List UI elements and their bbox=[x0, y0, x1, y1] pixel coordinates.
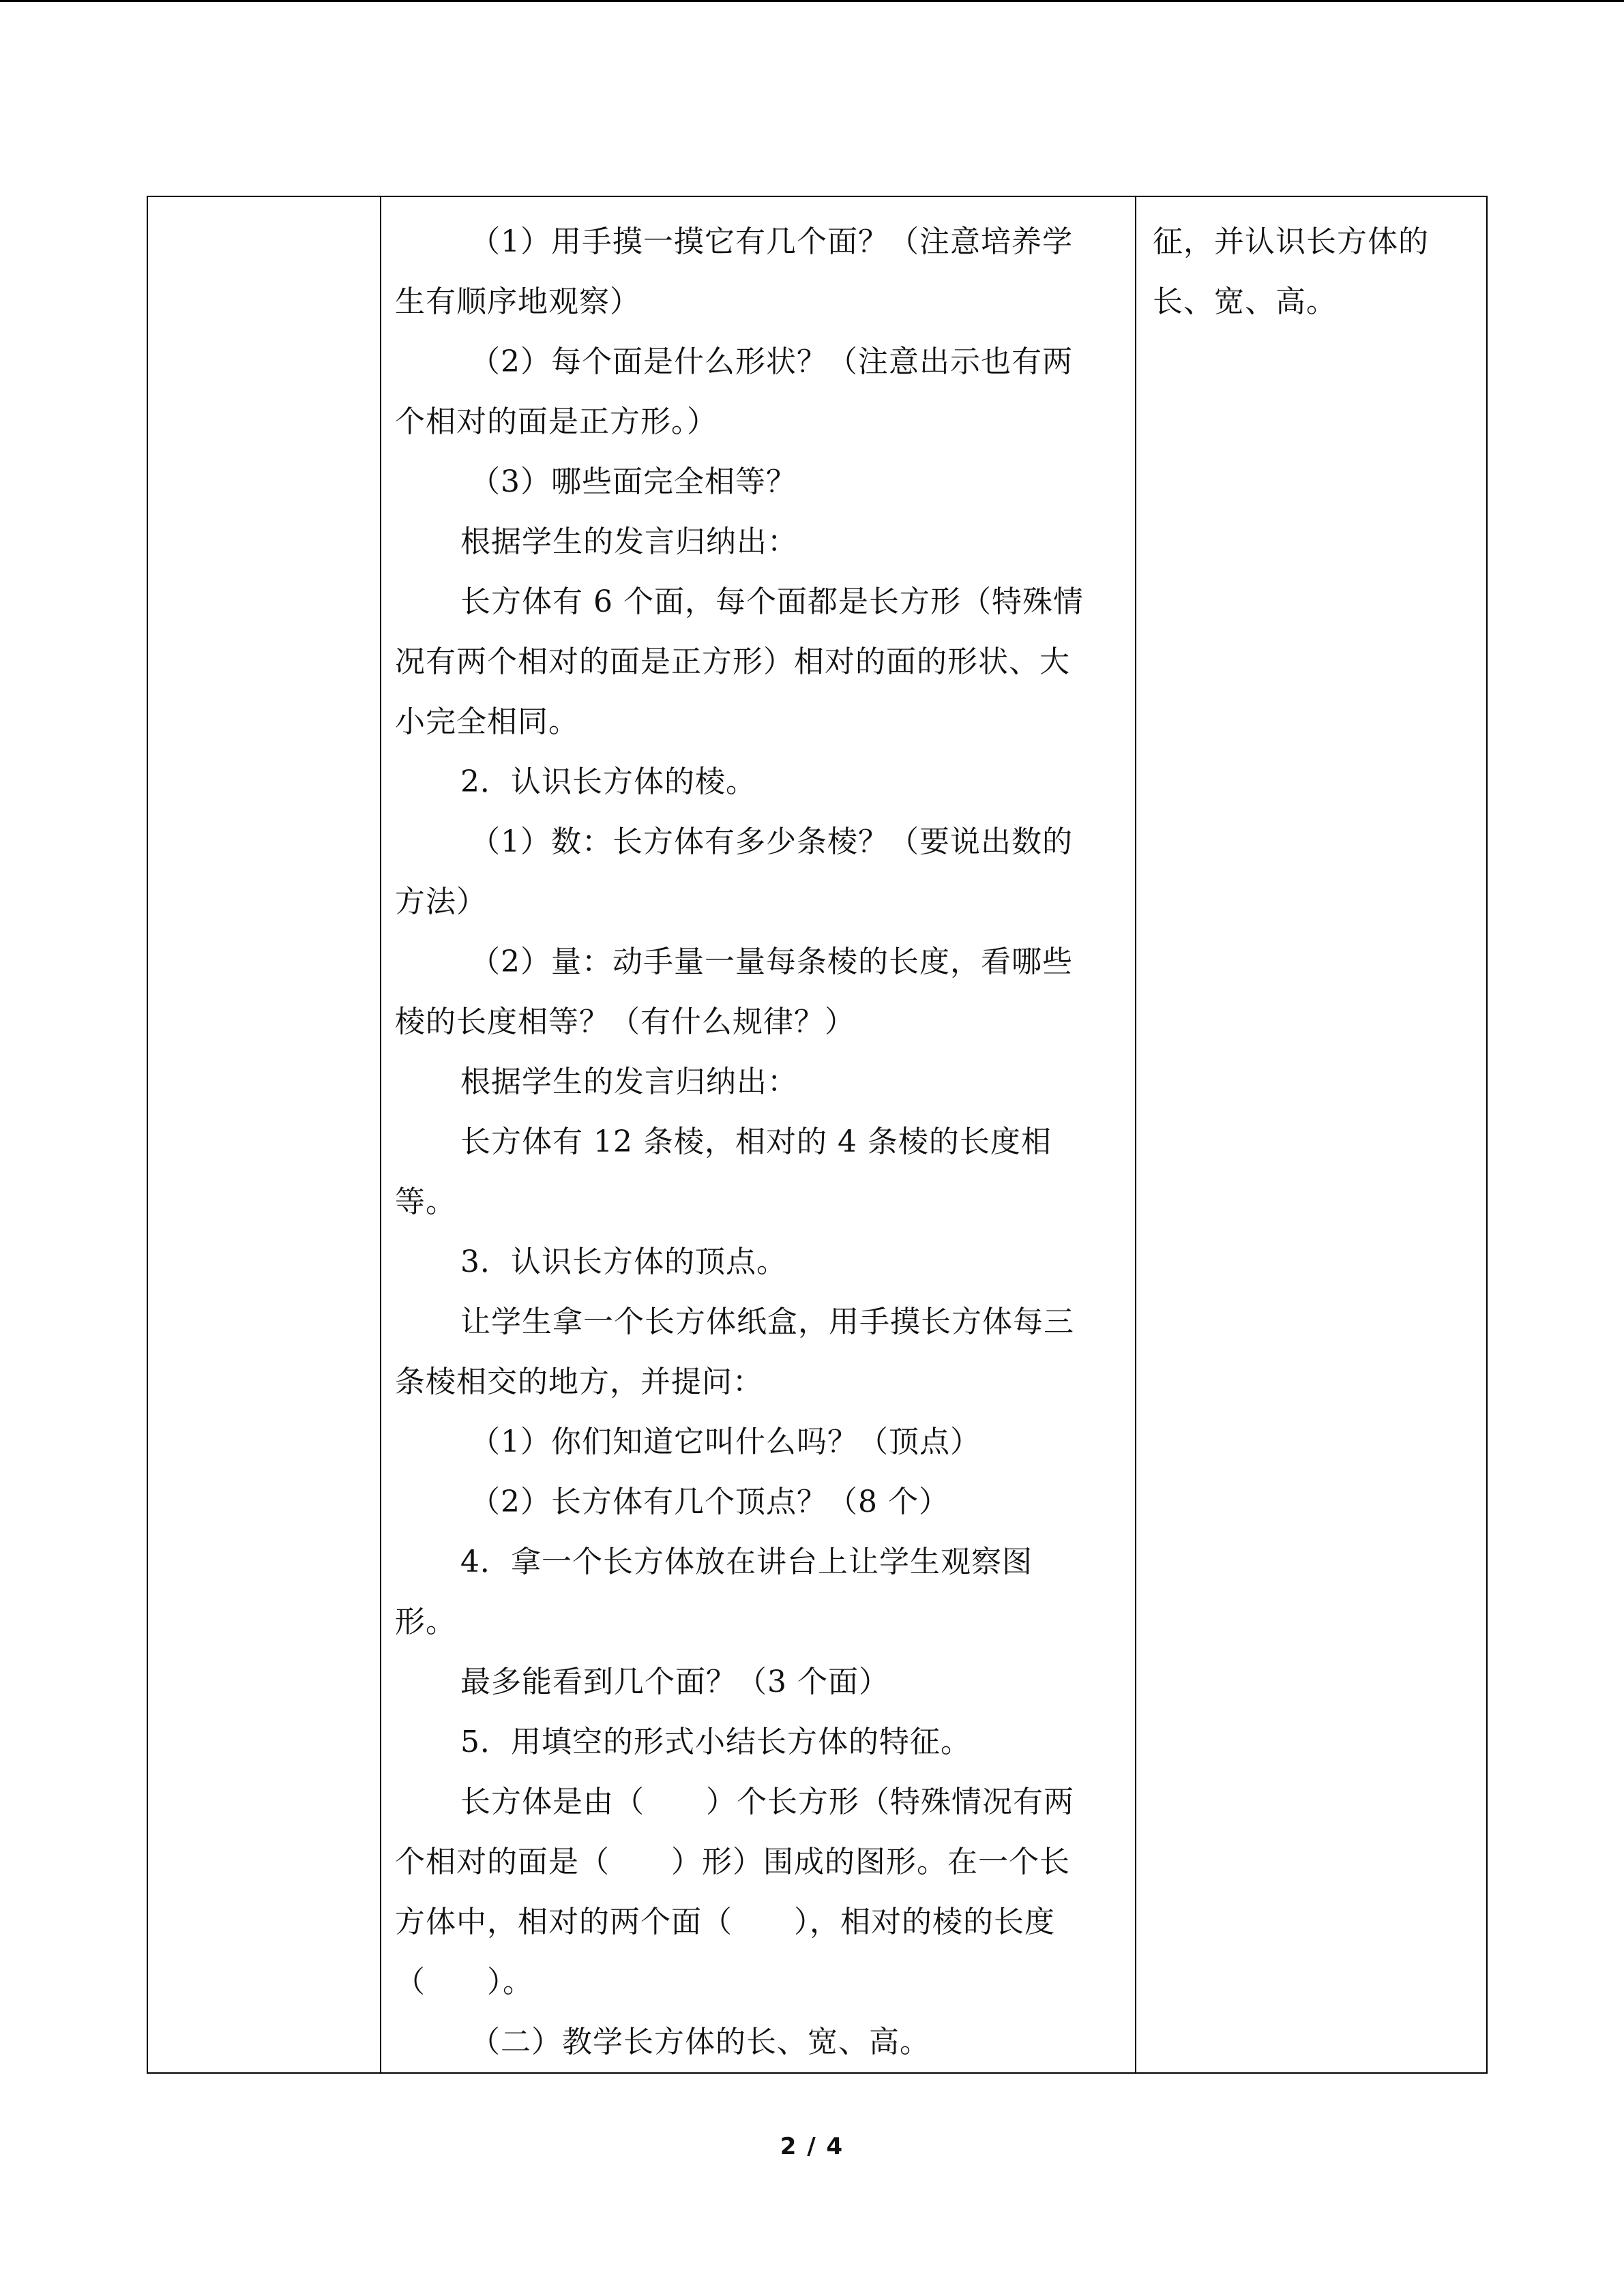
teaching-process-cell bbox=[381, 196, 1136, 2073]
text-line: 个相对的面是正方形。） bbox=[395, 404, 718, 439]
lesson-plan-table bbox=[147, 196, 1488, 2074]
left-column-cell bbox=[147, 196, 381, 2073]
text-line: 方法） bbox=[395, 884, 487, 919]
text-line: 等。 bbox=[395, 1184, 456, 1219]
text-line: 2．认识长方体的棱。 bbox=[460, 764, 756, 799]
text-line: 4．拿一个长方体放在讲台上让学生观察图 bbox=[460, 1545, 1033, 1579]
text-line: 方体中，相对的两个面（ ），相对的棱的长度 bbox=[395, 1905, 1055, 1939]
text-line: （1）用手摸一摸它有几个面？（注意培养学 bbox=[470, 224, 1073, 259]
text-line: （2）量：动手量一量每条棱的长度，看哪些 bbox=[470, 944, 1073, 979]
table-row bbox=[147, 196, 1487, 2073]
text-line: 长、宽、高。 bbox=[1153, 284, 1337, 319]
design-intent-cell bbox=[1136, 196, 1487, 2073]
teaching-process-text bbox=[381, 197, 1135, 2072]
text-line: 小完全相同。 bbox=[395, 704, 579, 739]
text-line: 最多能看到几个面？（3 个面） bbox=[460, 1665, 889, 1699]
text-line: （1）你们知道它叫什么吗？（顶点） bbox=[470, 1425, 981, 1459]
text-line: 5．用填空的形式小结长方体的特征。 bbox=[460, 1725, 971, 1759]
text-line: （2）每个面是什么形状？（注意出示也有两 bbox=[470, 344, 1073, 379]
text-line: 长方体是由（ ）个长方形（特殊情况有两 bbox=[460, 1785, 1074, 1819]
design-intent-text bbox=[1136, 197, 1486, 332]
text-line: 根据学生的发言归纳出： bbox=[460, 524, 798, 559]
text-line: 3．认识长方体的顶点。 bbox=[460, 1244, 787, 1279]
text-line: （2）长方体有几个顶点？（8 个） bbox=[470, 1485, 949, 1519]
top-border-line bbox=[0, 0, 1624, 2]
text-line: （1）数：长方体有多少条棱？（要说出数的 bbox=[470, 824, 1073, 859]
text-line: 让学生拿一个长方体纸盒，用手摸长方体每三 bbox=[460, 1304, 1074, 1339]
text-line: 个相对的面是（ ）形）围成的图形。在一个长 bbox=[395, 1845, 1070, 1879]
text-line: （二）教学长方体的长、宽、高。 bbox=[470, 2025, 930, 2059]
text-line: 长方体有 6 个面，每个面都是长方形（特殊情 bbox=[460, 584, 1084, 619]
text-line: 条棱相交的地方，并提问： bbox=[395, 1365, 763, 1399]
text-line: （3）哪些面完全相等？ bbox=[470, 464, 797, 499]
text-line: 况有两个相对的面是正方形）相对的面的形状、大 bbox=[395, 644, 1070, 679]
text-line: 征，并认识长方体的 bbox=[1153, 224, 1429, 259]
text-line: 棱的长度相等？（有什么规律？） bbox=[395, 1004, 855, 1039]
text-line: 形。 bbox=[395, 1605, 456, 1639]
page-number: 2 / 4 bbox=[780, 2133, 844, 2160]
text-line: （ ）。 bbox=[395, 1965, 533, 1999]
text-line: 长方体有 12 条棱，相对的 4 条棱的长度相 bbox=[460, 1124, 1052, 1159]
text-line: 生有顺序地观察） bbox=[395, 284, 640, 319]
text-line: 根据学生的发言归纳出： bbox=[460, 1064, 798, 1099]
